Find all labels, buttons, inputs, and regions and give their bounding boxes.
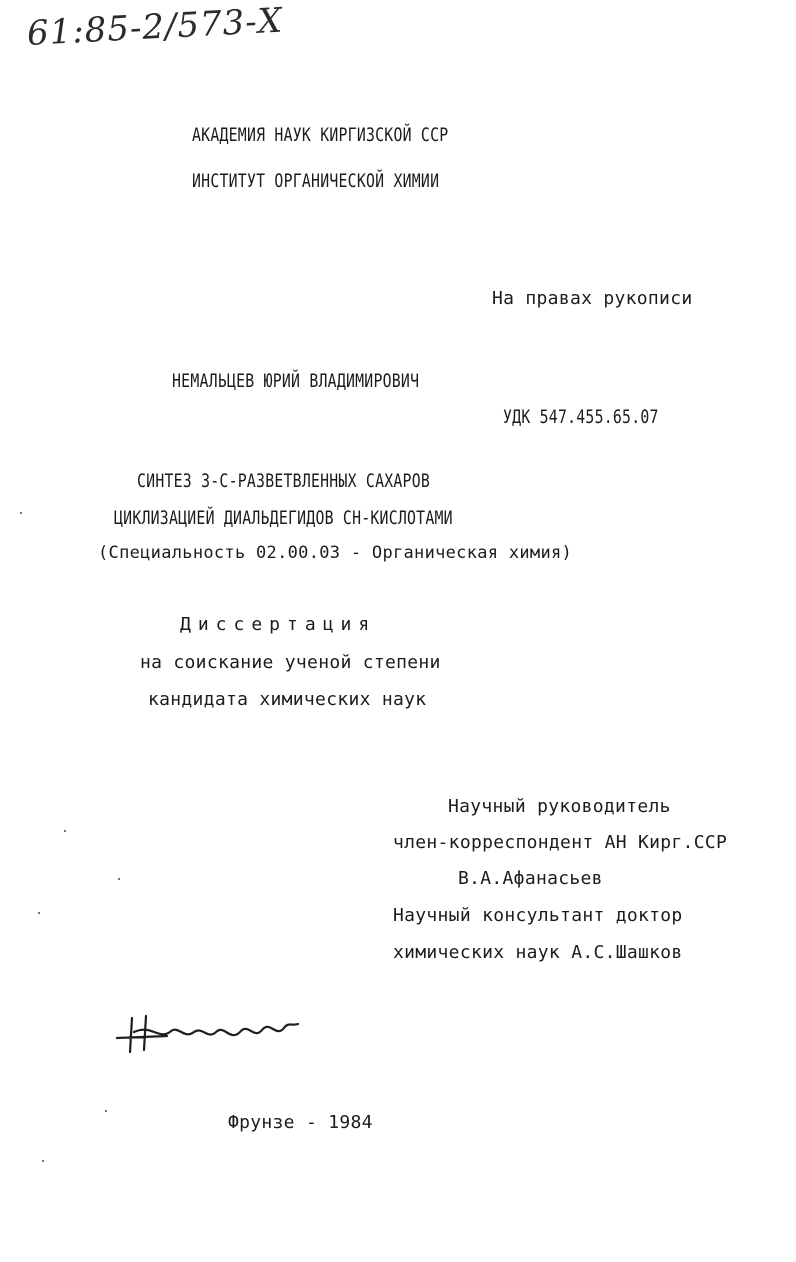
scan-speck: [64, 830, 66, 832]
academy-name: АКАДЕМИЯ НАУК КИРГИЗСКОЙ ССР: [192, 124, 449, 146]
author-signature: [112, 1010, 312, 1055]
degree-line-3: кандидата химических наук: [148, 689, 427, 710]
dissertation-word: Диссертация: [180, 614, 377, 635]
scan-speck: [42, 1160, 44, 1162]
city-year: Фрунзе - 1984: [228, 1112, 373, 1133]
title-line-1: СИНТЕЗ 3-С-РАЗВЕТВЛЕННЫХ САХАРОВ: [137, 470, 431, 492]
title-line-2: ЦИКЛИЗАЦИЕЙ ДИАЛЬДЕГИДОВ СН-КИСЛОТАМИ: [114, 507, 453, 529]
scan-speck: [20, 512, 22, 514]
handwritten-code: 61:85-2/573-Х: [26, 0, 284, 54]
scan-speck: [105, 1110, 107, 1112]
supervisor-line-2: член-корреспондент АН Кирг.ССР: [393, 832, 728, 853]
rights-note: На правах рукописи: [492, 288, 693, 309]
supervisor-line-5: химических наук А.С.Шашков: [393, 942, 683, 963]
degree-line-2: на соискание ученой степени: [140, 652, 441, 673]
udc-code: УДК 547.455.65.07: [503, 406, 659, 428]
specialty-line: (Специальность 02.00.03 - Органическая химия): [98, 543, 573, 563]
author-name: НЕМАЛЬЦЕВ ЮРИЙ ВЛАДИМИРОВИЧ: [172, 370, 420, 392]
scan-speck: [118, 878, 120, 880]
supervisor-line-1: Научный руководитель: [448, 796, 671, 817]
supervisor-line-4: Научный консультант доктор: [393, 905, 683, 926]
supervisor-line-3: В.А.Афанасьев: [458, 868, 603, 889]
scan-speck: [38, 912, 40, 914]
institute-name: ИНСТИТУТ ОРГАНИЧЕСКОЙ ХИМИИ: [192, 170, 440, 192]
